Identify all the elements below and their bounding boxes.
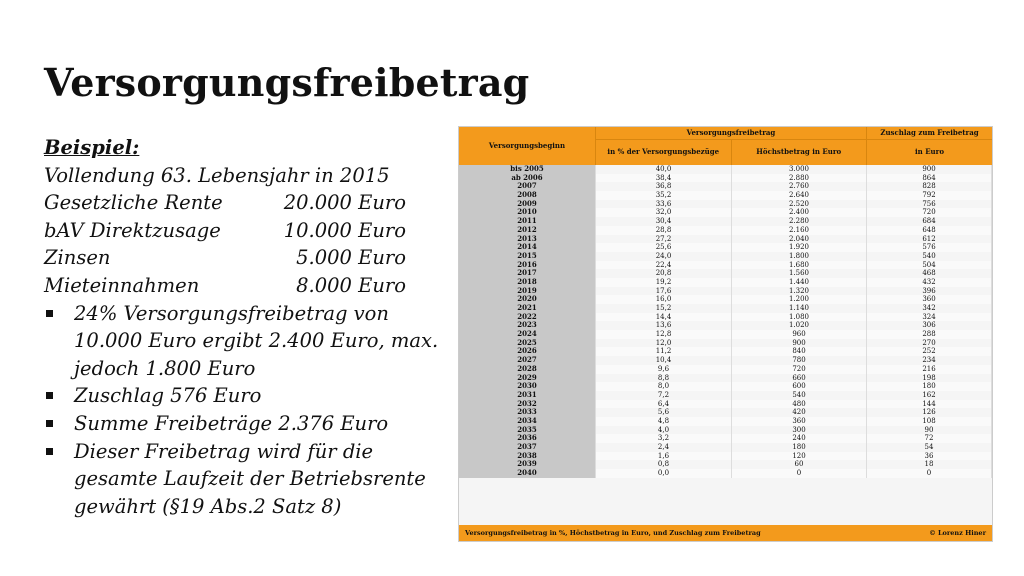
cell-percent: 11,2 xyxy=(596,347,732,356)
table-row xyxy=(459,434,992,443)
cell-percent: 25,6 xyxy=(596,243,732,252)
cell-hoechstbetrag: 0 xyxy=(732,469,867,478)
cell-percent: 32,0 xyxy=(596,208,732,217)
cell-percent: 28,8 xyxy=(596,226,732,235)
cell-year: 2022 xyxy=(459,313,596,322)
cell-year: 2012 xyxy=(459,226,596,235)
header-freibetrag: Versorgungsfreibetrag xyxy=(596,127,866,140)
cell-hoechstbetrag: 1.440 xyxy=(732,278,867,287)
table-row xyxy=(459,261,992,270)
table-row xyxy=(459,182,992,191)
cell-zuschlag: 576 xyxy=(867,243,992,252)
cell-hoechstbetrag: 2.040 xyxy=(732,235,867,244)
cell-zuschlag: 108 xyxy=(867,417,992,426)
cell-year: 2018 xyxy=(459,278,596,287)
cell-percent: 5,6 xyxy=(596,408,732,417)
cell-hoechstbetrag: 600 xyxy=(732,382,867,391)
cell-zuschlag: 36 xyxy=(867,452,992,461)
table-row xyxy=(459,469,992,478)
example-heading: Beispiel: xyxy=(44,136,140,159)
cell-percent: 15,2 xyxy=(596,304,732,313)
footer-copyright: © Lorenz Hiner xyxy=(929,528,986,537)
cell-zuschlag: 162 xyxy=(867,391,992,400)
cell-percent: 33,6 xyxy=(596,200,732,209)
cell-year: 2007 xyxy=(459,182,596,191)
cell-year: 2035 xyxy=(459,426,596,435)
cell-zuschlag: 0 xyxy=(867,469,992,478)
table-row xyxy=(459,391,992,400)
cell-hoechstbetrag: 1.680 xyxy=(732,261,867,270)
cell-hoechstbetrag: 1.920 xyxy=(732,243,867,252)
cell-zuschlag: 756 xyxy=(867,200,992,209)
header-percent: in % der Versorgungsbezüge xyxy=(596,140,732,165)
cell-percent: 38,4 xyxy=(596,174,732,183)
header-zuschlag: Zuschlag zum Freibetrag xyxy=(867,127,992,140)
cell-percent: 17,6 xyxy=(596,287,732,296)
income-value: 5.000 Euro xyxy=(296,246,406,270)
cell-zuschlag: 432 xyxy=(867,278,992,287)
cell-percent: 1,6 xyxy=(596,452,732,461)
cell-hoechstbetrag: 300 xyxy=(732,426,867,435)
bullet-text: Dieser Freibetrag wird für die gesamte Laufzeit der Betriebsrente gewährt (§19 Abs.2 Satz 8) xyxy=(74,439,426,518)
cell-percent: 0,0 xyxy=(596,469,732,478)
table-row xyxy=(459,217,992,226)
table-row xyxy=(459,226,992,235)
cell-hoechstbetrag: 2.520 xyxy=(732,200,867,209)
cell-zuschlag: 126 xyxy=(867,408,992,417)
cell-year: 2023 xyxy=(459,321,596,330)
cell-zuschlag: 198 xyxy=(867,374,992,383)
cell-percent: 36,8 xyxy=(596,182,732,191)
cell-hoechstbetrag: 120 xyxy=(732,452,867,461)
cell-zuschlag: 288 xyxy=(867,330,992,339)
cell-year: 2040 xyxy=(459,469,596,478)
bullet-text: 24% Versorgungsfreibetrag von 10.000 Euro ergibt 2.400 Euro, max. jedoch 1.800 Euro xyxy=(74,301,439,380)
table-row xyxy=(459,304,992,313)
cell-percent: 2,4 xyxy=(596,443,732,452)
cell-year: 2016 xyxy=(459,261,596,270)
cell-year: 2038 xyxy=(459,452,596,461)
cell-percent: 19,2 xyxy=(596,278,732,287)
cell-hoechstbetrag: 3.000 xyxy=(732,165,867,174)
income-label: bAV Direktzusage xyxy=(44,218,221,242)
cell-zuschlag: 540 xyxy=(867,252,992,261)
table-row xyxy=(459,374,992,383)
cell-percent: 10,4 xyxy=(596,356,732,365)
footer-caption: Versorgungsfreibetrag in %, Höchstbetrag in Euro, und Zuschlag zum Freibetrag xyxy=(465,528,761,537)
cell-year: 2027 xyxy=(459,356,596,365)
cell-hoechstbetrag: 1.020 xyxy=(732,321,867,330)
cell-percent: 14,4 xyxy=(596,313,732,322)
cell-percent: 27,2 xyxy=(596,235,732,244)
cell-year: 2021 xyxy=(459,304,596,313)
square-bullet-icon xyxy=(46,310,53,317)
cell-year: 2017 xyxy=(459,269,596,278)
cell-hoechstbetrag: 1.560 xyxy=(732,269,867,278)
cell-zuschlag: 396 xyxy=(867,287,992,296)
cell-hoechstbetrag: 540 xyxy=(732,391,867,400)
cell-zuschlag: 234 xyxy=(867,356,992,365)
header-group-freibetrag xyxy=(596,127,867,165)
cell-percent: 4,8 xyxy=(596,417,732,426)
cell-year: 2019 xyxy=(459,287,596,296)
income-label: Gesetzliche Rente xyxy=(44,191,223,215)
square-bullet-icon xyxy=(46,420,53,427)
bullet-item xyxy=(44,410,439,438)
cell-year: 2020 xyxy=(459,295,596,304)
cell-percent: 16,0 xyxy=(596,295,732,304)
cell-percent: 6,4 xyxy=(596,400,732,409)
table-row xyxy=(459,287,992,296)
bullet-item xyxy=(44,382,439,410)
cell-zuschlag: 900 xyxy=(867,165,992,174)
cell-zuschlag: 648 xyxy=(867,226,992,235)
table-row xyxy=(459,339,992,348)
table-row xyxy=(459,295,992,304)
cell-zuschlag: 468 xyxy=(867,269,992,278)
cell-percent: 12,8 xyxy=(596,330,732,339)
versorgungsfreibetrag-table xyxy=(458,126,993,542)
cell-percent: 8,8 xyxy=(596,374,732,383)
table-row xyxy=(459,330,992,339)
cell-percent: 20,8 xyxy=(596,269,732,278)
cell-hoechstbetrag: 480 xyxy=(732,400,867,409)
table-row xyxy=(459,400,992,409)
cell-year: ab 2006 xyxy=(459,174,596,183)
header-versorgungsbeginn: Versorgungsbeginn xyxy=(459,127,596,165)
cell-hoechstbetrag: 1.140 xyxy=(732,304,867,313)
table-row xyxy=(459,356,992,365)
cell-year: 2013 xyxy=(459,235,596,244)
table-row xyxy=(459,269,992,278)
cell-hoechstbetrag: 780 xyxy=(732,356,867,365)
cell-year: 2033 xyxy=(459,408,596,417)
cell-percent: 7,2 xyxy=(596,391,732,400)
cell-year: 2026 xyxy=(459,347,596,356)
cell-hoechstbetrag: 180 xyxy=(732,443,867,452)
table-row xyxy=(459,417,992,426)
cell-hoechstbetrag: 240 xyxy=(732,434,867,443)
cell-hoechstbetrag: 1.080 xyxy=(732,313,867,322)
table-row xyxy=(459,347,992,356)
cell-percent: 24,0 xyxy=(596,252,732,261)
cell-percent: 0,8 xyxy=(596,460,732,469)
cell-hoechstbetrag: 840 xyxy=(732,347,867,356)
table-row xyxy=(459,382,992,391)
cell-zuschlag: 72 xyxy=(867,434,992,443)
cell-zuschlag: 360 xyxy=(867,295,992,304)
cell-zuschlag: 684 xyxy=(867,217,992,226)
cell-year: 2024 xyxy=(459,330,596,339)
cell-hoechstbetrag: 660 xyxy=(732,374,867,383)
cell-percent: 9,6 xyxy=(596,365,732,374)
cell-hoechstbetrag: 2.880 xyxy=(732,174,867,183)
example-line-birthday: Vollendung 63. Lebensjahr in 2015 xyxy=(44,163,390,187)
cell-zuschlag: 270 xyxy=(867,339,992,348)
cell-hoechstbetrag: 2.160 xyxy=(732,226,867,235)
bullet-list xyxy=(44,300,439,521)
table-header xyxy=(459,127,992,165)
cell-year: 2031 xyxy=(459,391,596,400)
header-zuschlag-euro: in Euro xyxy=(915,147,944,157)
cell-zuschlag: 324 xyxy=(867,313,992,322)
table-row xyxy=(459,443,992,452)
cell-zuschlag: 720 xyxy=(867,208,992,217)
cell-year: 2036 xyxy=(459,434,596,443)
cell-hoechstbetrag: 60 xyxy=(732,460,867,469)
cell-zuschlag: 504 xyxy=(867,261,992,270)
cell-zuschlag: 342 xyxy=(867,304,992,313)
income-value: 8.000 Euro xyxy=(296,273,406,297)
table-row xyxy=(459,365,992,374)
table-row xyxy=(459,313,992,322)
header-group-zuschlag xyxy=(867,127,992,165)
cell-hoechstbetrag: 2.640 xyxy=(732,191,867,200)
cell-year: 2037 xyxy=(459,443,596,452)
bullet-text: Summe Freibeträge 2.376 Euro xyxy=(74,411,389,435)
cell-hoechstbetrag: 720 xyxy=(732,365,867,374)
cell-percent: 12,0 xyxy=(596,339,732,348)
cell-year: 2014 xyxy=(459,243,596,252)
bullet-text: Zuschlag 576 Euro xyxy=(74,384,262,408)
cell-year: 2032 xyxy=(459,400,596,409)
table-row xyxy=(459,278,992,287)
cell-year: 2039 xyxy=(459,460,596,469)
square-bullet-icon xyxy=(46,448,53,455)
table-row xyxy=(459,452,992,461)
table-row xyxy=(459,200,992,209)
cell-hoechstbetrag: 960 xyxy=(732,330,867,339)
cell-zuschlag: 90 xyxy=(867,426,992,435)
table-row xyxy=(459,208,992,217)
square-bullet-icon xyxy=(46,392,53,399)
income-item xyxy=(44,272,439,300)
table-row xyxy=(459,174,992,183)
cell-percent: 35,2 xyxy=(596,191,732,200)
cell-zuschlag: 612 xyxy=(867,235,992,244)
cell-year: 2028 xyxy=(459,365,596,374)
income-list xyxy=(44,189,439,299)
cell-hoechstbetrag: 2.760 xyxy=(732,182,867,191)
cell-year: bis 2005 xyxy=(459,165,596,174)
table-row xyxy=(459,321,992,330)
cell-zuschlag: 252 xyxy=(867,347,992,356)
cell-zuschlag: 216 xyxy=(867,365,992,374)
table-row xyxy=(459,243,992,252)
cell-year: 2030 xyxy=(459,382,596,391)
cell-percent: 13,6 xyxy=(596,321,732,330)
cell-hoechstbetrag: 420 xyxy=(732,408,867,417)
income-item xyxy=(44,217,439,245)
table-footer xyxy=(459,525,992,541)
cell-year: 2011 xyxy=(459,217,596,226)
slide-title: Versorgungsfreibetrag xyxy=(44,60,530,105)
cell-zuschlag: 54 xyxy=(867,443,992,452)
cell-percent: 22,4 xyxy=(596,261,732,270)
table-body xyxy=(459,165,992,525)
cell-percent: 30,4 xyxy=(596,217,732,226)
cell-year: 2010 xyxy=(459,208,596,217)
cell-zuschlag: 792 xyxy=(867,191,992,200)
income-label: Zinsen xyxy=(44,246,111,270)
table-row xyxy=(459,235,992,244)
cell-hoechstbetrag: 1.320 xyxy=(732,287,867,296)
cell-year: 2029 xyxy=(459,374,596,383)
cell-year: 2009 xyxy=(459,200,596,209)
table-row xyxy=(459,191,992,200)
cell-zuschlag: 828 xyxy=(867,182,992,191)
cell-zuschlag: 18 xyxy=(867,460,992,469)
cell-zuschlag: 180 xyxy=(867,382,992,391)
example-text-block xyxy=(44,134,439,520)
income-label: Mieteinnahmen xyxy=(44,273,200,297)
table-row xyxy=(459,408,992,417)
table-row xyxy=(459,426,992,435)
cell-year: 2015 xyxy=(459,252,596,261)
bullet-item xyxy=(44,438,439,521)
cell-zuschlag: 864 xyxy=(867,174,992,183)
cell-hoechstbetrag: 900 xyxy=(732,339,867,348)
cell-year: 2034 xyxy=(459,417,596,426)
income-value: 20.000 Euro xyxy=(283,191,406,215)
header-hoechstbetrag: Höchstbetrag in Euro xyxy=(756,147,842,157)
bullet-item xyxy=(44,300,439,383)
table-row xyxy=(459,252,992,261)
cell-percent: 4,0 xyxy=(596,426,732,435)
cell-zuschlag: 144 xyxy=(867,400,992,409)
income-item xyxy=(44,189,439,217)
cell-year: 2008 xyxy=(459,191,596,200)
cell-hoechstbetrag: 2.280 xyxy=(732,217,867,226)
income-value: 10.000 Euro xyxy=(283,218,406,242)
income-item xyxy=(44,244,439,272)
cell-percent: 3,2 xyxy=(596,434,732,443)
cell-hoechstbetrag: 1.800 xyxy=(732,252,867,261)
cell-percent: 40,0 xyxy=(596,165,732,174)
cell-hoechstbetrag: 2.400 xyxy=(732,208,867,217)
table-row xyxy=(459,460,992,469)
cell-zuschlag: 306 xyxy=(867,321,992,330)
cell-hoechstbetrag: 1.200 xyxy=(732,295,867,304)
cell-year: 2025 xyxy=(459,339,596,348)
cell-hoechstbetrag: 360 xyxy=(732,417,867,426)
cell-percent: 8,0 xyxy=(596,382,732,391)
